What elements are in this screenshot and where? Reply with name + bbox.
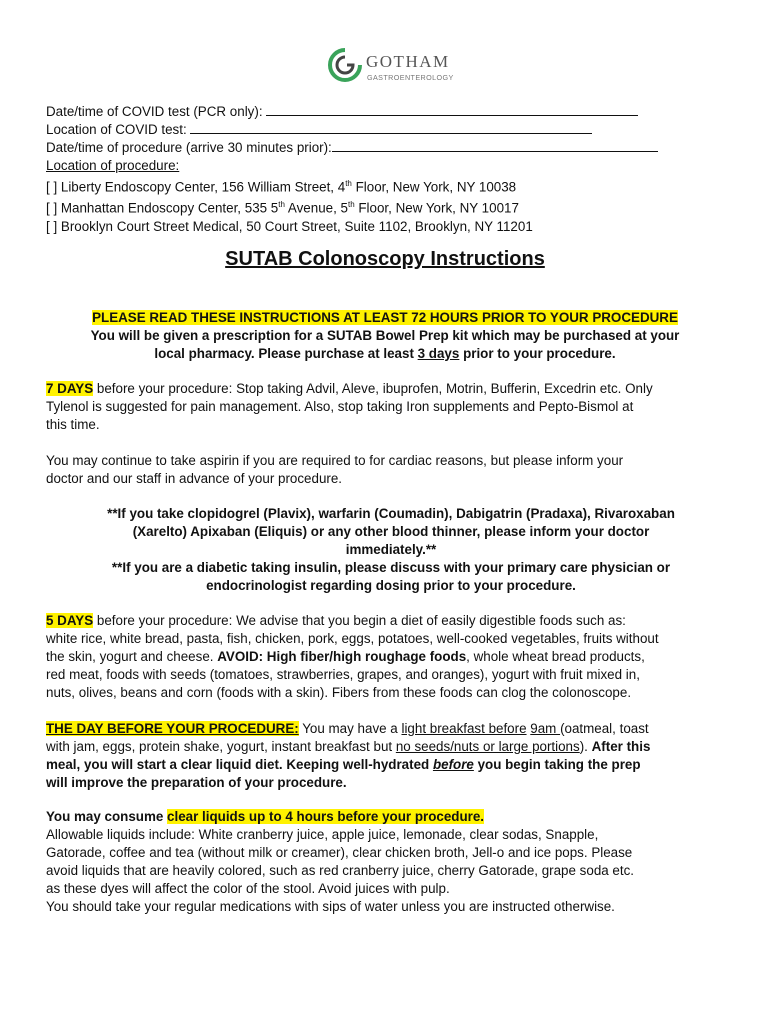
insulin-warning: **If you are a diabetic taking insulin, please discuss with your primary care physician or — [111, 560, 671, 575]
procedure-date-label: Date/time of procedure (arrive 30 minutes prior): — [46, 140, 332, 155]
text-line — [46, 648, 736, 666]
clear-liquids-highlight: clear liquids up to 4 hours before your procedure. — [167, 809, 485, 824]
text-segment: ). — [579, 739, 592, 754]
text-line — [46, 380, 736, 398]
text-segment: as these dyes will affect the color of the stool. Avoid juices with pulp. — [46, 881, 450, 896]
text-segment: After this — [591, 739, 651, 754]
warnings-section — [46, 505, 736, 595]
text-segment: nuts, olives, beans and corn (foods with a skin). Fibers from these foods can clog the colonoscope. — [46, 685, 632, 700]
covid-location-label: Location of COVID test: — [46, 122, 187, 137]
text-segment: , whole wheat bread products, — [466, 649, 645, 664]
text-segment: th — [345, 179, 352, 188]
text-segment: the skin, yogurt and cheese. — [46, 649, 218, 664]
text-segment: You may continue to take aspirin if you are required to for cardiac reasons, but please inform your — [46, 453, 624, 468]
text-segment: immediately.** — [345, 542, 437, 557]
text-segment: this time. — [46, 417, 100, 432]
intro-line-1: You will be given a prescription for a SUTAB Bowel Prep kit which may be purchased at your — [90, 328, 680, 343]
text-segment: prior to your procedure. — [459, 346, 616, 361]
text-segment: before your procedure: We advise that you begin a diet of easily digestible foods such as: — [93, 613, 626, 628]
text-segment: red meat, foods with seeds (tomatoes, strawberries, grapes, and oranges), yogurt with fruit mixed in, — [46, 667, 640, 682]
text-segment: you begin taking the prep — [473, 757, 641, 772]
page-title: SUTAB Colonoscopy Instructions — [225, 248, 545, 270]
text-segment: avoid liquids that are heavily colored, such as red cranberry juice, cherry Gatorade, grape soda etc. — [46, 863, 635, 878]
text-segment: endocrinologist regarding dosing prior to your procedure. — [206, 578, 576, 593]
covid-location-line — [46, 121, 736, 139]
aspirin-section — [46, 452, 736, 488]
text-segment: 9am — [530, 721, 561, 736]
text-segment: Floor, New York, NY 10038 — [351, 179, 517, 195]
avoid-warning: AVOID: High fiber/high roughage foods — [217, 649, 467, 664]
text-segment: meal, you will start a clear liquid diet. Keeping well-hydrated — [46, 757, 433, 772]
procedure-location-label: Location of procedure: — [46, 158, 180, 173]
text-segment: You may consume — [46, 809, 168, 824]
text-segment: You should take your regular medications with sips of water unless you are instructed otherwise. — [46, 899, 615, 914]
day-before-section — [46, 720, 736, 792]
text-segment: white rice, white bread, pasta, fish, chicken, pork, eggs, potatoes, well-cooked vegetables, fruits without — [46, 631, 659, 646]
text-segment: no seeds/nuts or large portions — [395, 739, 580, 754]
location-option-brooklyn[interactable]: [ ] Brooklyn Court Street Medical, 50 Court Street, Suite 1102, Brooklyn, NY 11201 — [46, 218, 533, 234]
covid-date-line — [46, 103, 736, 121]
text-segment: doctor and our staff in advance of your procedure. — [46, 471, 343, 486]
text-segment: 3 days — [417, 346, 460, 361]
seven-days-label: 7 DAYS — [46, 381, 94, 396]
gotham-logo — [326, 46, 456, 88]
text-segment: light breakfast before — [401, 721, 527, 736]
text-segment: You may have a — [298, 721, 402, 736]
covid-date-blank[interactable] — [266, 103, 638, 116]
five-days-label: 5 DAYS — [46, 613, 94, 628]
text-line — [46, 720, 736, 738]
intro-banner: PLEASE READ THESE INSTRUCTIONS AT LEAST 72 HOURS PRIOR TO YOUR PROCEDURE — [92, 310, 678, 325]
procedure-date-blank[interactable] — [332, 139, 658, 152]
day-before-label: THE DAY BEFORE YOUR PROCEDURE: — [46, 721, 299, 736]
covid-location-blank[interactable] — [190, 121, 592, 134]
clear-liquids-section — [46, 808, 736, 916]
intro-line-2 — [40, 345, 730, 363]
text-segment: [ ] Liberty Endoscopy Center, 156 William Street, 4 — [46, 179, 346, 195]
text-segment: Allowable liquids include: White cranberry juice, apple juice, lemonade, clear sodas, Snapple, — [46, 827, 599, 842]
text-segment: (Xarelto) Apixaban (Eliquis) or any other blood thinner, please inform your doctor — [132, 524, 650, 539]
text-segment: will improve the preparation of your procedure. — [46, 775, 347, 790]
five-days-section — [46, 612, 736, 702]
text-segment: before — [432, 757, 474, 772]
text-segment: Avenue, 5 — [284, 200, 348, 216]
blood-thinner-warning: **If you take clopidogrel (Plavix), warfarin (Coumadin), Dabigatrin (Pradaxa), Rivaroxaban — [107, 506, 675, 521]
text-segment: Floor, New York, NY 10017 — [354, 200, 519, 216]
text-line — [46, 756, 736, 774]
intro-section — [40, 309, 730, 363]
text-segment: (oatmeal, toast — [560, 721, 649, 736]
location-option-manhattan[interactable] — [46, 196, 736, 217]
text-segment: local pharmacy. Please purchase at least — [154, 346, 418, 361]
text-segment: with jam, eggs, protein shake, yogurt, instant breakfast but — [46, 739, 396, 754]
text-segment: Tylenol is suggested for pain management. Also, stop taking Iron supplements and Pepto-Bismol at — [46, 399, 634, 414]
text-segment: th — [347, 200, 355, 210]
text-segment: Gatorade, coffee and tea (without milk or creamer), clear chicken broth, Jell-o and ice pops. Please — [46, 845, 633, 860]
text-segment: before your procedure: Stop taking Advil, Aleve, ibuprofen, Motrin, Bufferin, Excedrin etc. Only — [93, 381, 653, 396]
text-segment: th — [278, 200, 285, 210]
form-section — [46, 103, 736, 236]
logo-name: GOTHAM — [366, 52, 450, 71]
procedure-date-line — [46, 139, 736, 157]
text-line — [40, 309, 730, 327]
covid-date-label: Date/time of COVID test (PCR only): — [46, 104, 263, 119]
text-line — [46, 808, 736, 826]
seven-days-section — [46, 380, 736, 434]
gotham-logo-icon — [328, 48, 362, 82]
text-line — [46, 738, 736, 756]
text-segment: [ ] Manhattan Endoscopy Center, 535 5 — [46, 200, 279, 216]
text-line — [46, 612, 736, 630]
logo-subtitle: GASTROENTEROLOGY — [367, 73, 454, 82]
location-option-liberty[interactable] — [46, 175, 736, 196]
